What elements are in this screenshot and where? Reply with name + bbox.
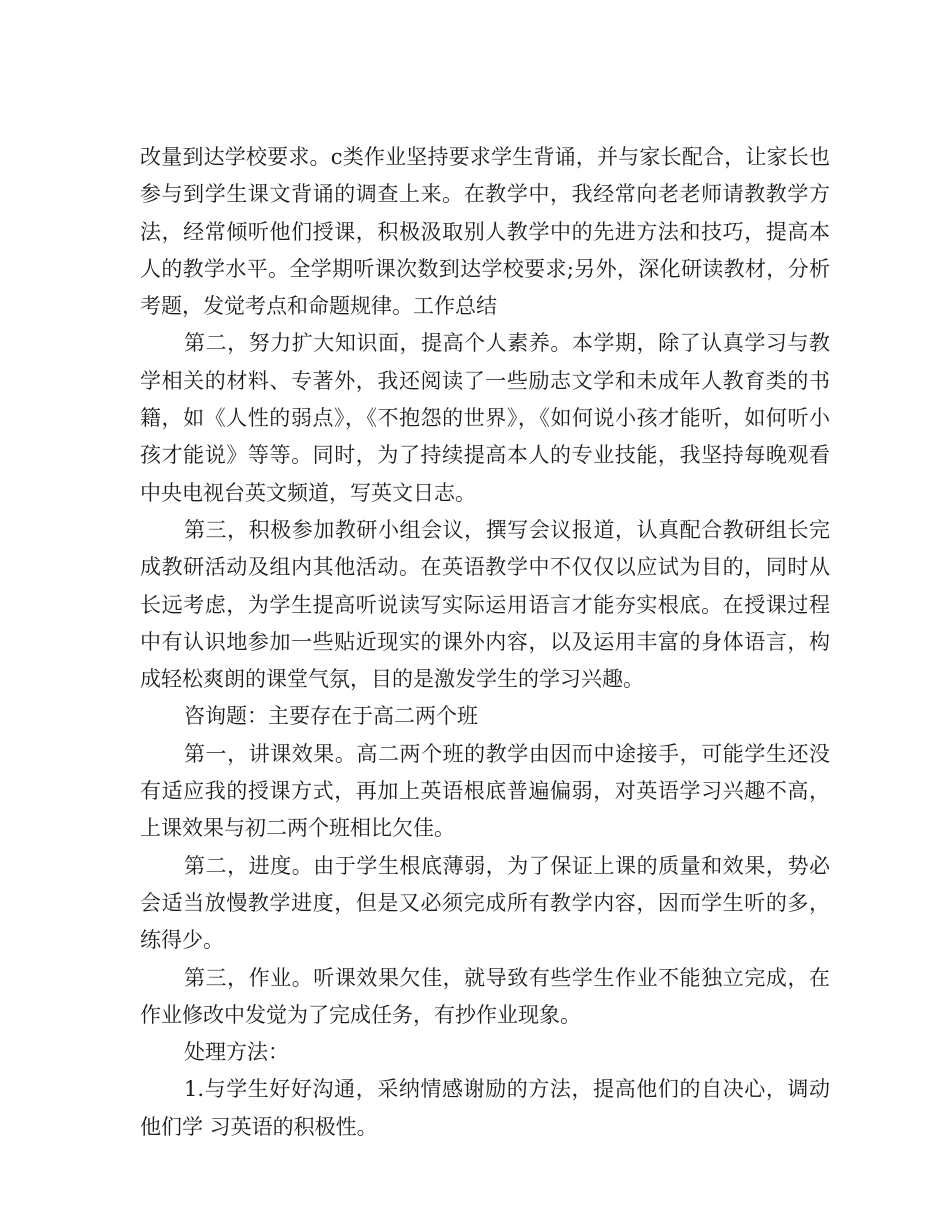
paragraph-second-knowledge: 第二，努力扩大知识面，提高个人素养。本学期，除了认真学习与教学相关的材料、专著外，我还阅读了一些励志文学和未成年人教育类的书籍，如《人性的弱点》，《不抱怨的世界》，《如何说小孩才能听，如何听小孩才能说》等等。同时，为了持续提高本人的专业技能，我坚持每晚观看中央电视台英文频道，写英文日志。 bbox=[140, 331, 830, 505]
paragraph-solutions-heading: 处理方法： bbox=[184, 1040, 289, 1065]
paragraph-third-research: 第三，积极参加教研小组会议，撰写会议报道，认真配合教研组长完成教研活动及组内其他活动。在英语教学中不仅仅以应试为目的，同时从长远考虑，为学生提高听说读写实际运用语言才能夯实根底。在授课过程中有认识地参加一些贴近现实的课外内容，以及运用丰富的身体语言，构成轻松爽朗的课堂气氛，目的是激发学生的学习兴趣。 bbox=[140, 517, 830, 692]
paragraph-problem-progress: 第二，进度。由于学生根底薄弱，为了保证上课的质量和效果，势必会适当放慢教学进度，但是又必须完成所有教学内容，因而学生听的多，练得少。 bbox=[140, 853, 830, 953]
paragraph-problem-teaching-effect: 第一，讲课效果。高二两个班的教学由因而中途接手，可能学生还没有适应我的授课方式，再加上英语根底普遍偏弱，对英语学习兴趣不高，上课效果与初二两个班相比欠佳。 bbox=[140, 741, 830, 841]
paragraph-problems-heading: 咨询题：主要存在于高二两个班 bbox=[184, 704, 478, 729]
paragraph-problem-homework: 第三，作业。听课效果欠佳，就导致有些学生作业不能独立完成，在作业修改中发觉为了完成任务，有抄作业现象。 bbox=[140, 965, 830, 1027]
paragraph-solution-1: 1.与学生好好沟通，采纳情感谢励的方法，提高他们的自决心，调动他们学 习英语的积极性。 bbox=[140, 1077, 830, 1139]
document-body bbox=[140, 139, 830, 1146]
paragraph-homework-and-study: 改量到达学校要求。c类作业坚持要求学生背诵，并与家长配合，让家长也参与到学生课文背诵的调查上来。在教学中，我经常向老老师请教教学方法，经常倾听他们授课，积极汲取别人教学中的先进方法和技巧，提高本人的教学水平。全学期听课次数到达学校要求;另外，深化研读教材，分析考题，发觉考点和命题规律。工作总结 bbox=[140, 145, 830, 319]
